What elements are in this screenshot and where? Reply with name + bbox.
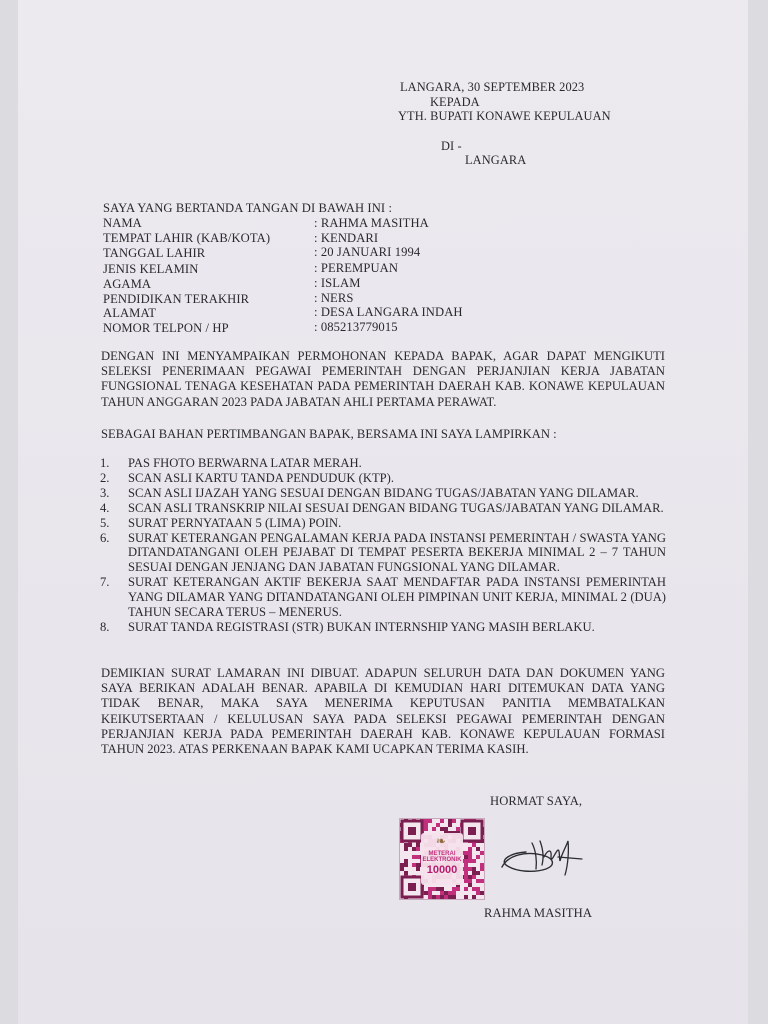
info-label: TANGGAL LAHIR <box>103 246 206 260</box>
info-label: AGAMA <box>103 277 152 291</box>
request-paragraph: DENGAN INI MENYAMPAIKAN PERMOHONAN KEPADA BAPAK, AGAR DAPAT MENGIKUTI SELEKSI PENERIMAAN PEGAWAI PEMERINTAH DENGAN PERJANJIAN KERJA JABATAN FUNGSIONAL TENAGA KESEHATAN PADA PEMERINTAH DAERAH KAB. KONAWE KEPULAUAN TAHUN ANGGARAN 2023 PADA JABATAN AHLI PERTAMA PERAWAT. <box>101 349 665 409</box>
intro-line: SAYA YANG BERTANDA TANGAN DI BAWAH INI : <box>103 201 393 215</box>
attachment-item <box>100 575 666 620</box>
closing-paragraph: DEMIKIAN SURAT LAMARAN INI DIBUAT. ADAPUN SELURUH DATA DAN DOKUMEN YANG SAYA BERIKAN ADALAH BENAR. APABILA DI KEMUDIAN HARI DITEMUKAN DATA YANG TIDAK BENAR, MAKA SAYA MENERIMA KEPUTUSAN PANITIA MEMBATALKAN KEIKUTSERTAAN / KELULUSAN SAYA PADA SELEKSI PEGAWAI PEMERINTAH DENGAN PERJANJIAN KERJA PADA PEMERINTAH DAERAH KAB. KONAWE KEPULAUAN FORMASI TAHUN 2023. ATAS PERKENAAN BAPAK KAMI UCAPKAN TERIMA KASIH. <box>101 666 665 757</box>
item-number: 1. <box>100 456 110 470</box>
info-label: PENDIDIKAN TERAKHIR <box>103 292 250 306</box>
attachments-intro: SEBAGAI BAHAN PERTIMBANGAN BAPAK, BERSAMA INI SAYA LAMPIRKAN : <box>101 427 557 441</box>
attachment-item <box>100 471 666 486</box>
item-text: SURAT KETERANGAN AKTIF BEKERJA SAAT MENDAFTAR PADA INSTANSI PEMERINTAH YANG DILAMAR YANG DITANDATANGANI OLEH PIMPINAN UNIT KERJA, MINIMAL 2 (DUA) TAHUN SECARA TERUS – MENERUS. <box>128 575 666 620</box>
place-date: LANGARA, 30 SEPTEMBER 2023 <box>400 80 585 94</box>
attachment-item <box>100 620 666 635</box>
garuda-emblem-icon: ❧ <box>436 834 447 848</box>
stamp-label: METERAI ELEKTRONIK <box>422 851 462 863</box>
item-text: SCAN ASLI IJAZAH YANG SESUAI DENGAN BIDANG TUGAS/JABATAN YANG DILAMAR. <box>128 485 639 500</box>
di-label: DI - <box>441 139 462 153</box>
info-label: NOMOR TELPON / HP <box>103 321 229 335</box>
item-text: SURAT PERNYATAAN 5 (LIMA) POIN. <box>128 515 342 530</box>
info-value: : ISLAM <box>314 276 361 290</box>
info-value: : DESA LANGARA INDAH <box>314 305 463 319</box>
signoff-greeting: HORMAT SAYA, <box>490 794 583 808</box>
attachment-list <box>100 456 666 635</box>
item-number: 5. <box>100 515 110 530</box>
info-label: NAMA <box>103 216 142 230</box>
item-number: 7. <box>100 575 110 590</box>
city: LANGARA <box>465 153 527 167</box>
attachment-item <box>100 486 666 501</box>
attachment-item <box>100 516 666 531</box>
item-number: 8. <box>100 619 110 634</box>
info-label: JENIS KELAMIN <box>103 262 199 276</box>
item-number: 2. <box>100 470 110 485</box>
signer-name: RAHMA MASITHA <box>484 906 593 920</box>
letter-page <box>18 0 748 1024</box>
recipient-prefix: KEPADA <box>430 95 480 109</box>
stamp-center <box>421 833 463 885</box>
info-value: : 20 JANUARI 1994 <box>314 245 421 259</box>
info-label: ALAMAT <box>103 306 157 320</box>
info-value: : NERS <box>314 291 354 305</box>
info-label: TEMPAT LAHIR (KAB/KOTA) <box>103 231 271 245</box>
info-value: : PEREMPUAN <box>314 261 399 275</box>
stamp-amount: 10000 <box>426 864 458 876</box>
recipient: YTH. BUPATI KONAWE KEPULAUAN <box>398 109 611 123</box>
attachment-item <box>100 456 666 471</box>
attachment-item <box>100 531 666 576</box>
item-text: SURAT KETERANGAN PENGALAMAN KERJA PADA INSTANSI PEMERINTAH / SWASTA YANG DITANDATANGANI OLEH PEJABAT DI TEMPAT PESERTA BEKERJA MINIMAL 2 – 7 TAHUN SESUAI DENGAN JENJANG DAN JABATAN FUNGSIONAL YANG DILAMAR. <box>128 530 666 575</box>
item-text: PAS FHOTO BERWARNA LATAR MERAH. <box>128 456 362 470</box>
attachment-item <box>100 501 666 516</box>
signature <box>496 825 588 883</box>
item-text: SCAN ASLI TRANSKRIP NILAI SESUAI DENGAN BIDANG TUGAS/JABATAN YANG DILAMAR. <box>128 500 664 515</box>
item-text: SURAT TANDA REGISTRASI (STR) BUKAN INTERNSHIP YANG MASIH BERLAKU. <box>128 619 595 634</box>
item-number: 6. <box>100 530 110 545</box>
e-meterai-stamp <box>399 818 485 900</box>
info-value: : KENDARI <box>314 231 379 245</box>
item-number: 3. <box>100 485 110 500</box>
info-value: : 085213779015 <box>314 320 398 334</box>
item-text: SCAN ASLI KARTU TANDA PENDUDUK (KTP). <box>128 470 394 485</box>
info-value: : RAHMA MASITHA <box>314 216 429 230</box>
item-number: 4. <box>100 500 110 515</box>
